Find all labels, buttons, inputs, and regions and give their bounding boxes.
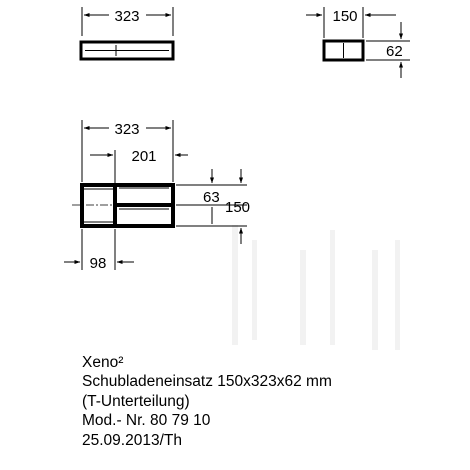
front-view-inner-width-label: 201 bbox=[131, 148, 157, 165]
top-view-width-label: 323 bbox=[114, 8, 140, 25]
date-author: 25.09.2013/Th bbox=[82, 431, 182, 449]
product-description: Schubladeneinsatz 150x323x62 mm bbox=[82, 373, 332, 391]
end-view-height-label: 62 bbox=[386, 43, 403, 60]
end-view-width-label: 150 bbox=[332, 8, 358, 25]
front-view-upper-height-label: 63 bbox=[203, 189, 220, 206]
product-variant: (T-Unterteilung) bbox=[82, 392, 190, 410]
watermark bbox=[232, 225, 400, 350]
front-view-width-label: 323 bbox=[114, 121, 140, 138]
front-view-left-width-label: 98 bbox=[89, 255, 107, 272]
title-block bbox=[82, 353, 332, 450]
front-view-height-label: 150 bbox=[225, 199, 251, 216]
model-number: Mod.- Nr. 80 79 10 bbox=[82, 412, 211, 430]
product-name: Xeno² bbox=[82, 354, 124, 371]
